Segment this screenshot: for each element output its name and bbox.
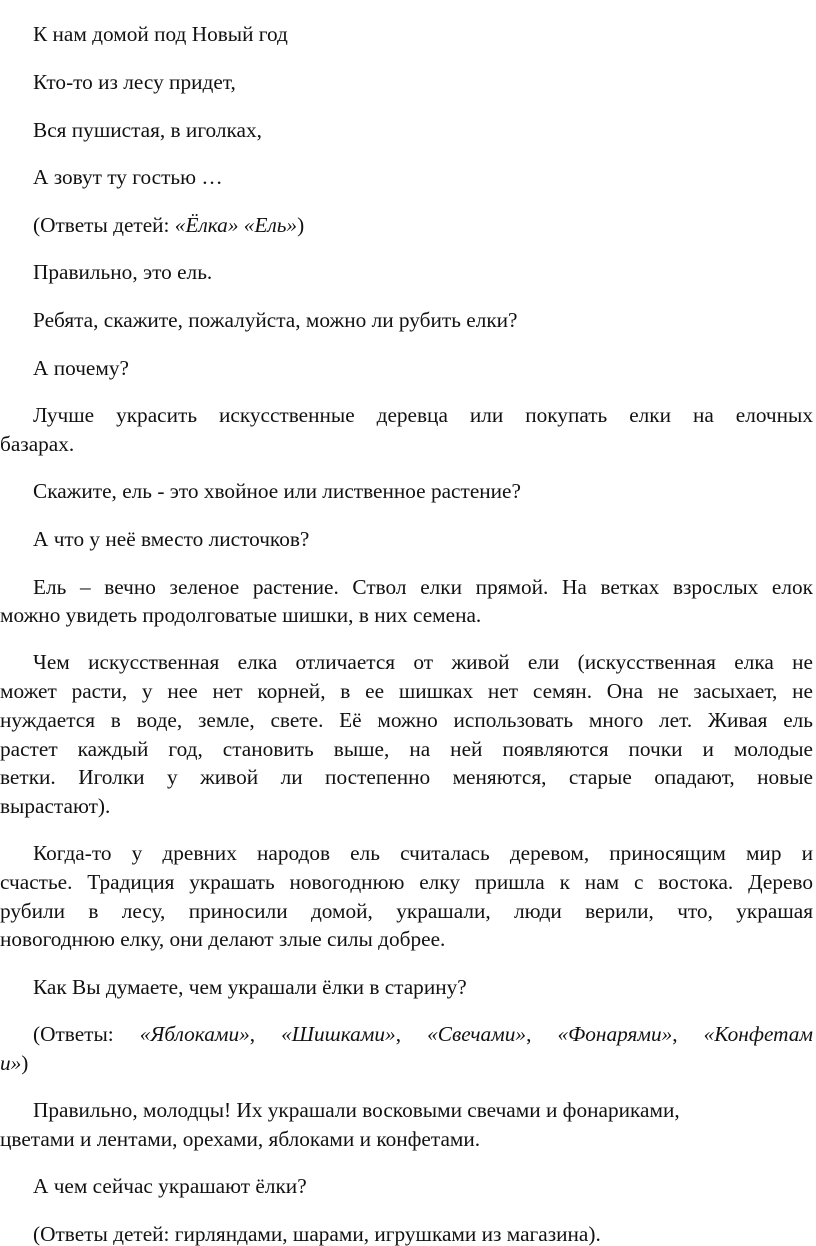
- paragraph-artificial-line-2: может расти, у нее нет корней, в ее шишках нет семян. Она не засыхает, не: [0, 679, 813, 703]
- answer-separator: ,: [249, 1022, 282, 1046]
- paragraph-artificial-line-3: нуждается в воде, земле, свете. Её можно использовать много лет. Живая ель: [0, 708, 813, 732]
- children-answer-3: (Ответы детей: гирляндами, шарами, игрушками из магазина).: [33, 1222, 601, 1246]
- children-answer-2-line-2: [0, 1049, 813, 1077]
- answer-separator: ,: [526, 1022, 558, 1046]
- children-answer-2-line-1: [33, 1020, 813, 1048]
- answer-cones: «Шишками»: [281, 1022, 396, 1046]
- poem-line-2: Кто-то из лесу придет,: [33, 70, 236, 94]
- answer-lanterns: «Фонарями»: [557, 1022, 673, 1046]
- paragraph-modern-question: А чем сейчас украшают ёлки?: [33, 1174, 307, 1198]
- paragraph-better-line-1: Лучше украсить искусственные деревца или покупать елки на елочных: [33, 403, 813, 427]
- paragraph-tradition-line-4: новогоднюю елку, они делают злые силы добрее.: [0, 927, 446, 951]
- paragraph-artificial-line-5: ветки. Иголки у живой ли постепенно меняются, старые опадают, новые: [0, 765, 813, 789]
- poem-line-4: А зовут ту гостью …: [33, 165, 223, 189]
- answer-prefix: (Ответы:: [33, 1022, 140, 1046]
- paragraph-correct-decor-line-2: цветами и лентами, орехами, яблоками и конфетами.: [0, 1127, 481, 1151]
- paragraph-correct: Правильно, это ель.: [33, 260, 213, 284]
- paragraph-tradition-line-2: счастье. Традиция украшать новогоднюю елку пришла к нам с востока. Дерево: [0, 870, 813, 894]
- answer-suffix: ): [297, 213, 305, 237]
- paragraph-leaves-question: А что у неё вместо листочков?: [33, 527, 310, 551]
- paragraph-question-cut: Ребята, скажите, пожалуйста, можно ли рубить елки?: [33, 308, 518, 332]
- answer-separator: ,: [672, 1022, 704, 1046]
- children-answer-1: [33, 211, 813, 239]
- paragraph-correct-decor-line-1: Правильно, молодцы! Их украшали восковыми свечами и фонариками,: [33, 1098, 680, 1122]
- answer-candles: «Свечами»: [427, 1022, 527, 1046]
- paragraph-tradition-line-1: Когда-то у древних народов ель считалась деревом, приносящим мир и: [33, 841, 813, 865]
- paragraph-better-line-2: базарах.: [0, 432, 75, 456]
- answer-apples: «Яблоками»: [139, 1022, 250, 1046]
- paragraph-why: А почему?: [33, 356, 129, 380]
- poem-line-3: Вся пушистая, в иголках,: [33, 118, 262, 142]
- answer-prefix: (Ответы детей:: [33, 213, 175, 237]
- poem-line-1: К нам домой под Новый год: [33, 22, 288, 46]
- paragraph-tradition-line-3: рубили в лесу, приносили домой, украшали, люди верили, что, украшая: [0, 899, 813, 923]
- answer-italic: «Ёлка» «Ель»: [174, 213, 298, 237]
- paragraph-evergreen-line-2: можно увидеть продолговатые шишки, в них семена.: [0, 603, 482, 627]
- paragraph-old-decor-question: Как Вы думаете, чем украшали ёлки в старину?: [33, 975, 467, 999]
- paragraph-conifer-question: Скажите, ель - это хвойное или лиственное растение?: [33, 479, 521, 503]
- answer-sweets-start: «Конфетам: [703, 1022, 813, 1046]
- paragraph-artificial-line-6: вырастают).: [0, 794, 111, 818]
- paragraph-artificial-line-4: растет каждый год, становить выше, на ней появляются почки и молодые: [0, 737, 813, 761]
- answer-suffix: ): [21, 1051, 29, 1075]
- paragraph-artificial-line-1: Чем искусственная елка отличается от живой ели (искусственная елка не: [33, 650, 813, 674]
- answer-sweets-end: и»: [0, 1051, 22, 1075]
- answer-separator: ,: [395, 1022, 428, 1046]
- paragraph-evergreen-line-1: Ель – вечно зеленое растение. Ствол елки прямой. На ветках взрослых елок: [33, 575, 813, 599]
